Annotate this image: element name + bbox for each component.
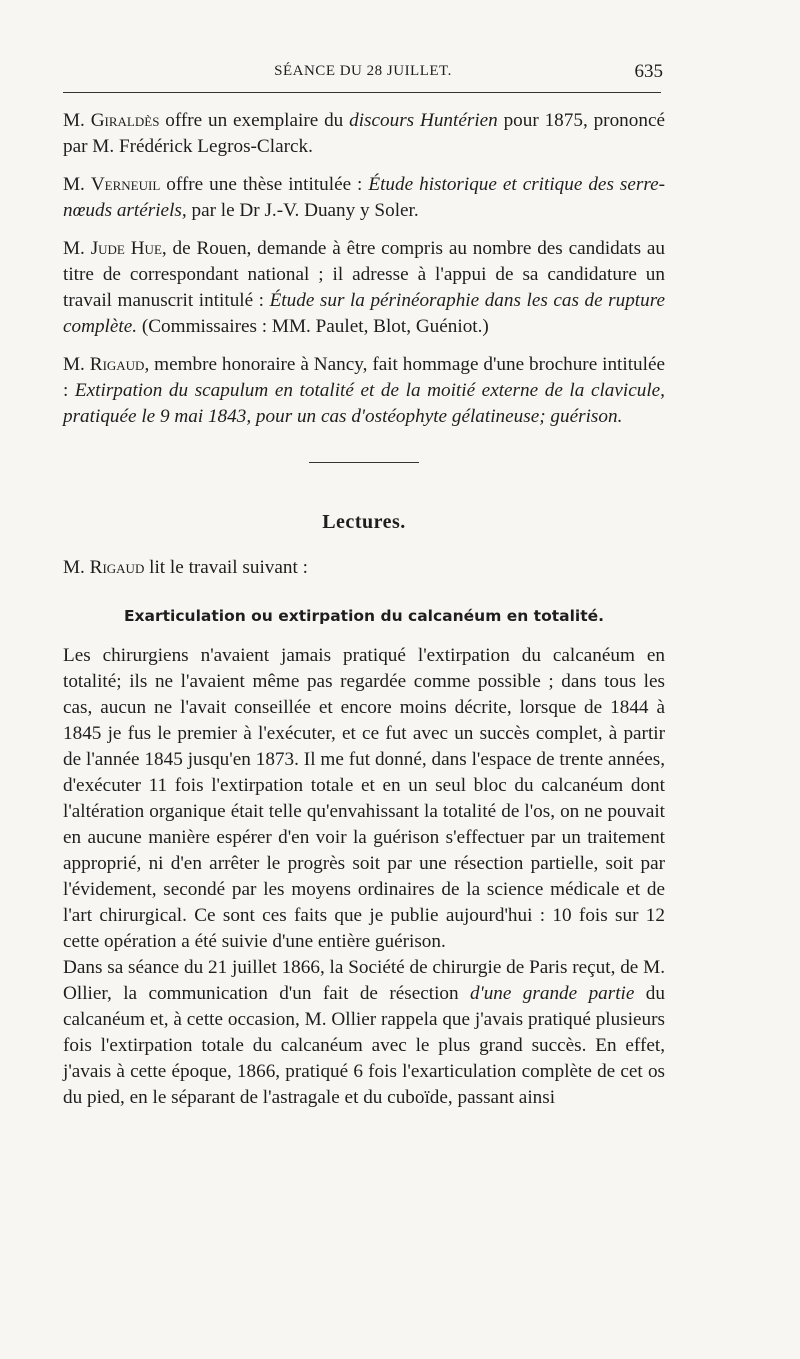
header-rule <box>63 92 661 93</box>
person-name: Jude Hue <box>90 238 162 259</box>
page-number: 635 <box>634 61 663 82</box>
person-name: Verneuil <box>90 174 161 195</box>
paragraph-verneuil <box>63 172 665 224</box>
paragraph-jude-hue <box>63 236 665 340</box>
person-name: Rigaud <box>89 557 145 578</box>
page-header <box>63 59 663 89</box>
text: offre un exemplaire du <box>159 110 350 131</box>
work-title: discours Huntérien <box>349 110 498 131</box>
text: M. <box>63 354 90 375</box>
text: par le Dr J.-V. Duany y Soler. <box>186 200 419 221</box>
paragraph-rigaud-lit <box>63 555 665 581</box>
paragraph-rigaud-hommage <box>63 352 665 430</box>
page-body <box>63 108 665 1111</box>
text: du calcanéum et, à cette occasion, M. Ollier rappela que j'avais pratiqué plusieurs fois l'extirpation totale du calcanéum avec le plus grand succès. En effet, j'avais à cette époque, 1866, pratiqué 6 fois l'exarticulation complète de cet os du pied, en le séparant de l'astragale et du cuboïde, passant ainsi <box>63 983 665 1108</box>
paragraph-giraldes <box>63 108 665 160</box>
work-title: Étude sur la périnéoraphie dans les cas de rupture complète. <box>63 290 665 337</box>
text: , membre honoraire à Nancy, fait hommage d'une brochure intitulée : <box>63 354 665 401</box>
section-divider <box>309 462 419 463</box>
paragraph-main: Les chirurgiens n'avaient jamais pratiqué l'extirpation du calcanéum en totalité; ils ne l'avaient même pas regardée comme possible ; dans tous les cas, aucun ne l'avait conseillée et encore moins décrite, lorsque de 1844 à 1845 je fus le premier à l'exécuter, et ce fut avec un succès complet, à partir de l'année 1845 jusqu'en 1873. Il me fut donné, dans l'espace de trente années, d'exécuter 11 fois l'extirpation totale et en un seul bloc du calcanéum dont l'altération organique était telle qu'envahissant la totalité de l'os, on ne pouvait en aucune manière espérer d'en voir la guérison s'effectuer par un traitement approprié, ni d'en arrêter le progrès soit par une résection partielle, soit par l'évidement, secondé par les moyens ordinaires de la science médicale et de l'art chirurgical. Ce sont ces faits que je publie aujourd'hui : 10 fois sur 12 cette opération a été suivie d'une entière guérison. <box>63 645 665 952</box>
work-title: Étude historique et critique des serre-nœuds artériels, <box>63 174 665 221</box>
text: (Commissaires : MM. Paulet, Blot, Guéniot.) <box>137 316 489 337</box>
text: M. <box>63 238 91 259</box>
running-head: SÉANCE DU 28 JUILLET. <box>274 63 452 79</box>
text: lit le travail suivant : <box>144 557 308 578</box>
text: M. <box>63 110 91 131</box>
emphasis: d'une grande partie <box>470 983 635 1004</box>
person-name: Giraldès <box>90 110 160 131</box>
text: M. <box>63 557 90 578</box>
text: M. <box>63 174 91 195</box>
work-title: Extirpation du scapulum en totalité et de la moitié externe de la clavicule, pratiquée le 9 mai 1843, pour un cas d'ostéophyte gélatineuse; guérison. <box>63 380 665 427</box>
text: Dans sa séance du 21 juillet 1866, la Société de chirurgie de Paris reçut, de M. Ollier, la communication d'un fait de résection <box>63 957 665 1004</box>
text: offre une thèse intitulée : <box>160 174 369 195</box>
article-title: Exarticulation ou extirpation du calcanéum en totalité. <box>123 607 605 625</box>
person-name: Rigaud <box>89 354 145 375</box>
paragraph-seance <box>63 955 665 1111</box>
text: pour 1875, prononcé par M. Frédérick Legros-Clarck. <box>63 110 665 157</box>
section-title: Lectures. <box>322 511 406 533</box>
text: , de Rouen, demande à être compris au nombre des candidats au titre de correspondant national ; il adresse à l'appui de sa candidature un travail manuscrit intitulé : <box>63 238 665 311</box>
